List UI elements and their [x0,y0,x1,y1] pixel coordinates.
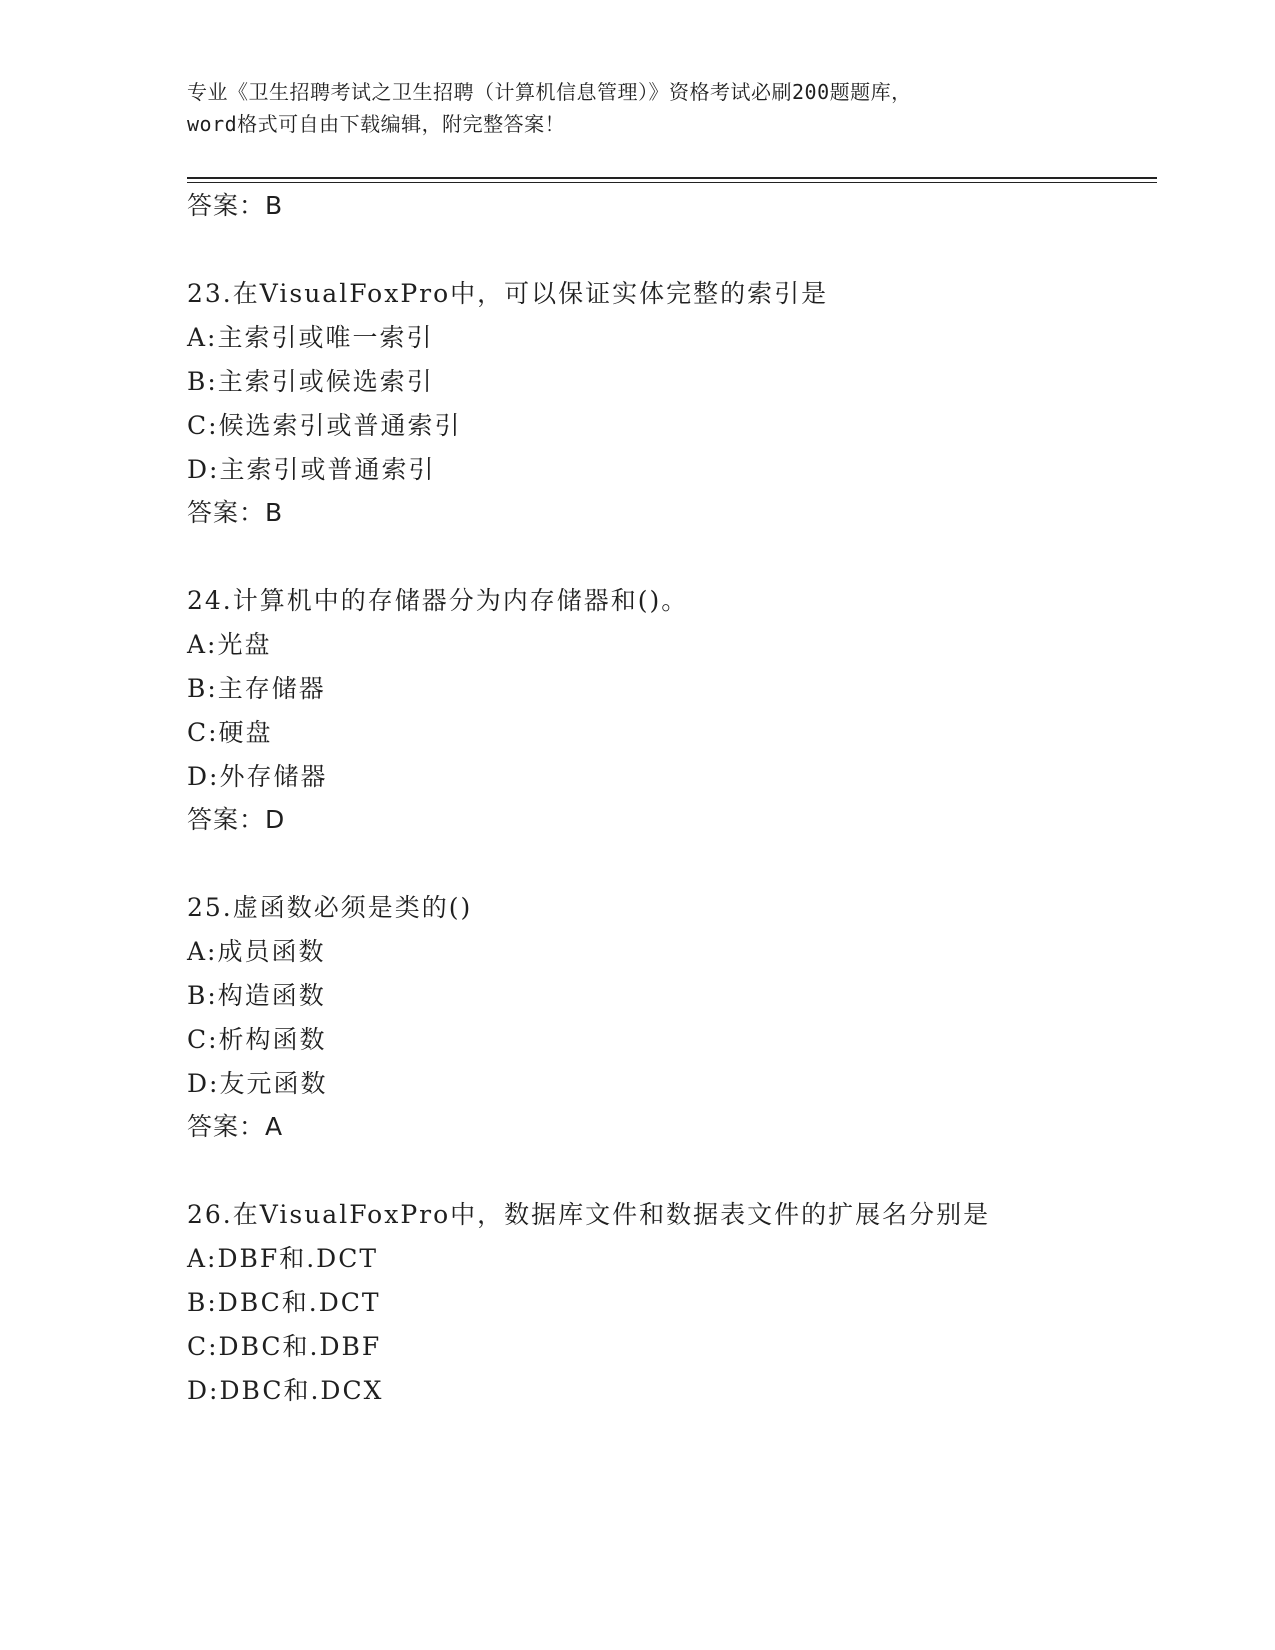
question-25-answer: 答案：A [187,1112,284,1141]
question-23-stem: 23.在VisualFoxPro中，可以保证实体完整的索引是 [187,279,829,308]
question-24-option-b: B:主存储器 [187,674,326,703]
question-25-option-a: A:成员函数 [187,937,326,966]
question-24-stem: 24.计算机中的存储器分为内存储器和()。 [187,586,689,615]
header-line-2: word格式可自由下载编辑，附完整答案！ [187,112,566,136]
question-25-stem: 25.虚函数必须是类的() [187,893,473,922]
question-26-stem: 26.在VisualFoxPro中，数据库文件和数据表文件的扩展名分别是 [187,1200,991,1229]
question-24-option-d: D:外存储器 [187,762,328,791]
question-25-option-b: B:构造函数 [187,981,326,1010]
question-23-option-a: A:主索引或唯一索引 [187,323,434,352]
question-25-option-c: C:析构函数 [187,1025,327,1054]
question-25-option-d: D:友元函数 [187,1069,328,1098]
question-26-option-d: D:DBC和.DCX [187,1376,384,1405]
header-line-1: 专业《卫生招聘考试之卫生招聘（计算机信息管理）》资格考试必刷200题题库， [187,80,912,104]
previous-answer: 答案：B [187,191,284,220]
question-26-option-c: C:DBC和.DBF [187,1332,382,1361]
question-26-option-b: B:DBC和.DCT [187,1288,381,1317]
document-header [187,76,1067,140]
header-divider-thin [187,182,1157,183]
question-26-option-a: A:DBF和.DCT [187,1244,379,1273]
question-24-option-c: C:硬盘 [187,718,273,747]
question-24-option-a: A:光盘 [187,630,272,659]
question-23-option-d: D:主索引或普通索引 [187,455,436,484]
question-23-answer: 答案：B [187,498,284,527]
question-23-option-b: B:主索引或候选索引 [187,367,434,396]
question-23-option-c: C:候选索引或普通索引 [187,411,462,440]
question-24-answer: 答案：D [187,805,286,834]
header-divider-thick [187,177,1157,179]
